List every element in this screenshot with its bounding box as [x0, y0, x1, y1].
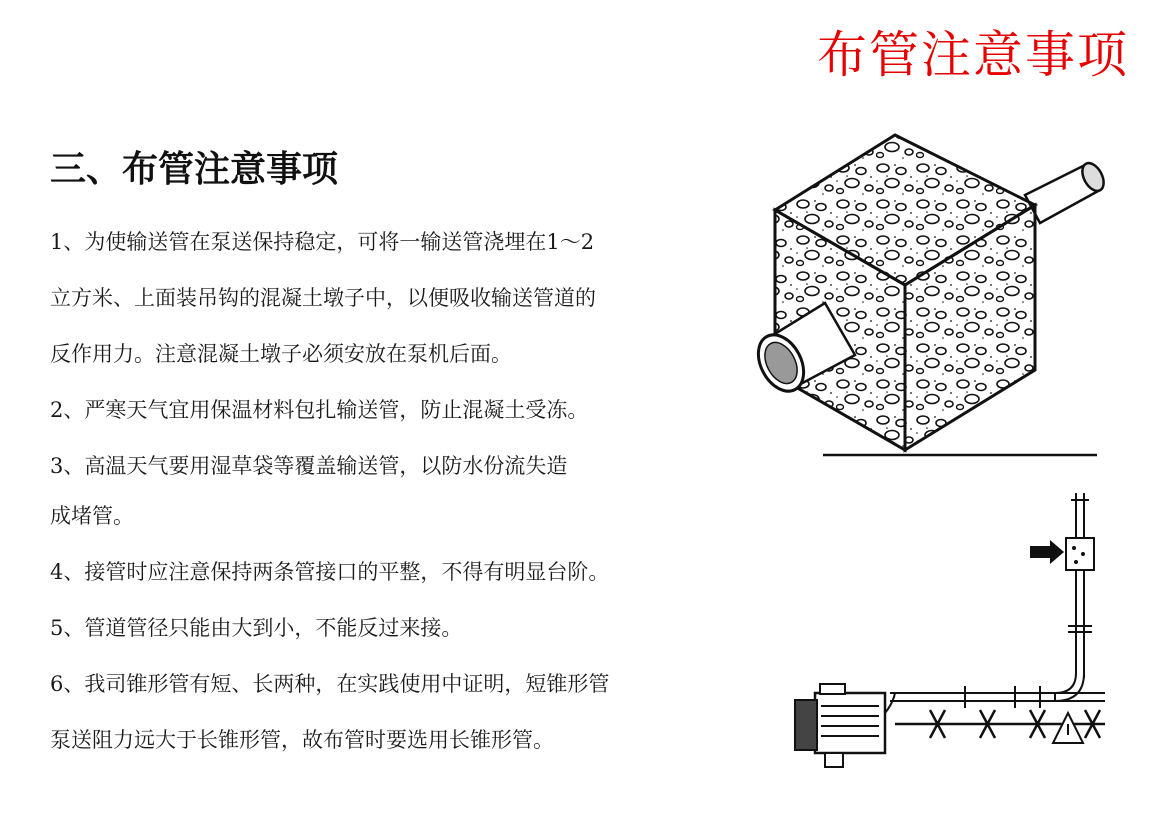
concrete-block-illustration	[755, 125, 1110, 465]
slide-title: 布管注意事项	[817, 26, 1129, 84]
paragraph-line: 泵送阻力远大于长锥形管，故布管时要选用长锥形管。	[50, 728, 554, 752]
vertical-pipe	[1068, 493, 1092, 678]
paragraph-line: 5、管道管径只能由大到小，不能反过来接。	[50, 616, 463, 640]
arrow-icon	[1030, 540, 1064, 564]
paragraph-line: 2、严寒天气宜用保温材料包扎输送管，防止混凝土受冻。	[50, 398, 589, 422]
back-pipe	[1025, 160, 1108, 223]
paragraph-line: 成堵管。	[50, 504, 134, 528]
pipe-elbow	[1055, 673, 1084, 701]
paragraph-line: 1、为使输送管在泵送保持稳定，可将一输送管浇埋在1～2	[50, 230, 595, 254]
anchor-block	[1066, 538, 1094, 570]
paragraph-line: 3、高温天气要用湿草袋等覆盖输送管，以防水份流失造	[50, 454, 568, 478]
pipeline-layout-illustration	[785, 488, 1110, 778]
section-heading: 三、布管注意事项	[50, 149, 339, 190]
paragraph-line: 立方米、上面装吊钩的混凝土墩子中，以便吸收输送管道的	[50, 286, 596, 310]
paragraph-line: 6、我司锥形管有短、长两种，在实践使用中证明，短锥形管	[50, 672, 610, 696]
paragraph-line: 反作用力。注意混凝土墩子必须安放在泵机后面。	[50, 342, 512, 366]
pump-unit	[795, 684, 895, 767]
paragraph-line: 4、接管时应注意保持两条管接口的平整，不得有明显台阶。	[50, 560, 610, 584]
